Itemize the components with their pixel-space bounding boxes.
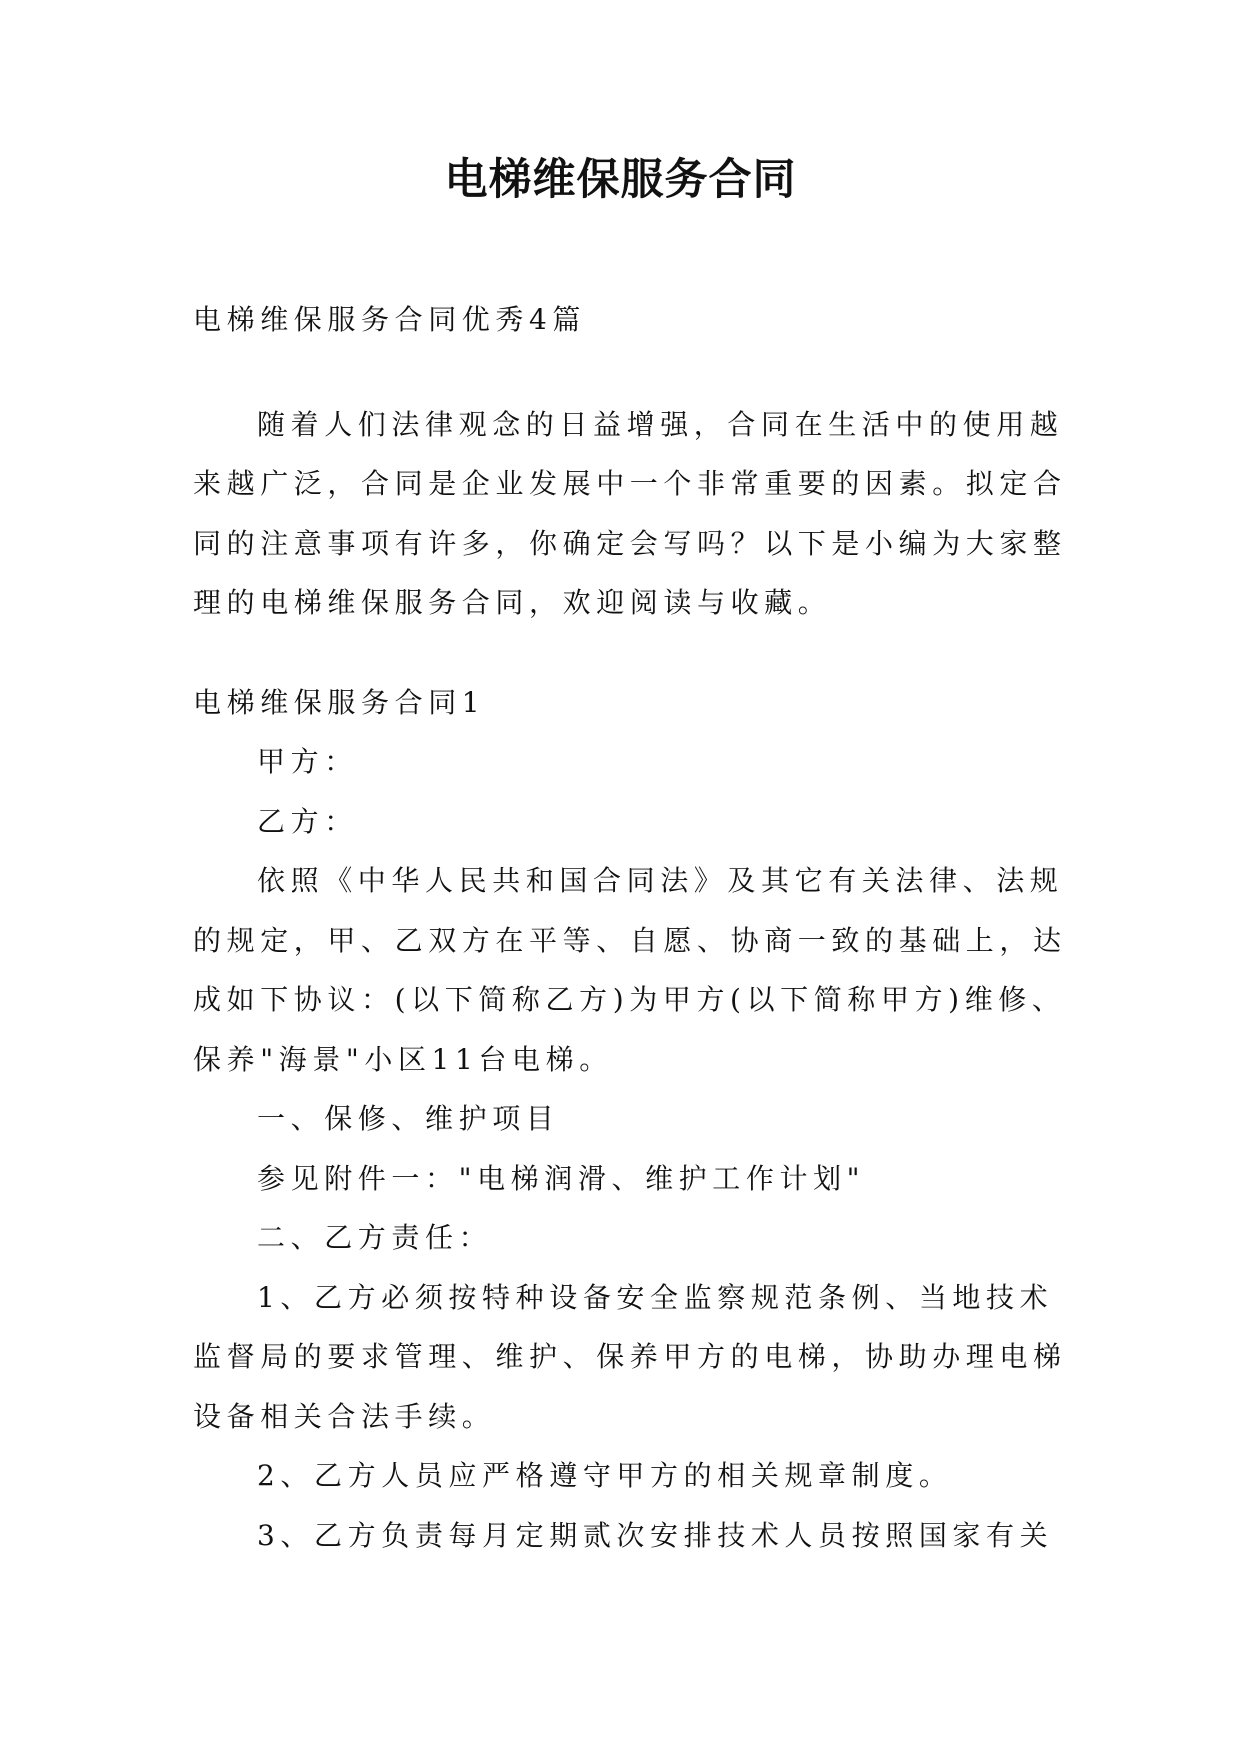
item-two-heading: 二、乙方责任： [257,1221,493,1254]
basis-line: 的规定，甲、乙双方在平等、自愿、协商一致的基础上，达 [193,923,1067,957]
intro-line: 理的电梯维保服务合同，欢迎阅读与收藏。 [193,586,832,619]
basis-line: 成如下协议：(以下简称乙方)为甲方(以下简称甲方)维修、 [193,983,1066,1016]
party-b-label: 乙方： [257,804,358,838]
item-one-heading: 一、保修、维护项目 [257,1102,560,1135]
clause-3: 3、乙方负责每月定期贰次安排技术人员按照国家有关 [257,1518,1054,1552]
basis-line: 依照《中华人民共和国合同法》及其它有关法律、法规 [257,864,1064,897]
section-heading: 电梯维保服务合同1 [193,685,486,719]
intro-line: 同的注意事项有许多，你确定会写吗？以下是小编为大家整 [193,526,1067,560]
intro-line: 随着人们法律观念的日益增强，合同在生活中的使用越 [257,407,1064,441]
intro-line: 来越广泛，合同是企业发展中一个非常重要的因素。拟定合 [193,467,1067,500]
document-subtitle: 电梯维保服务合同优秀4篇 [193,303,587,336]
clause-2: 2、乙方人员应严格遵守甲方的相关规章制度。 [257,1459,953,1492]
document-title: 电梯维保服务合同 [444,155,797,205]
clause-1-line: 1、乙方必须按特种设备安全监察规范条例、当地技术 [257,1280,1054,1314]
basis-line: 保养"海景"小区11台电梯。 [193,1042,613,1076]
party-a-label: 甲方： [257,745,358,778]
document-body [193,290,1067,1565]
item-one-text: 参见附件一："电梯润滑、维护工作计划" [257,1161,866,1195]
paragraph-gap [193,633,1053,673]
clause-1-line: 监督局的要求管理、维护、保养甲方的电梯，协助办理电梯 [193,1340,1067,1373]
paragraph-gap [193,350,1053,395]
clause-1-line: 设备相关合法手续。 [193,1399,496,1433]
